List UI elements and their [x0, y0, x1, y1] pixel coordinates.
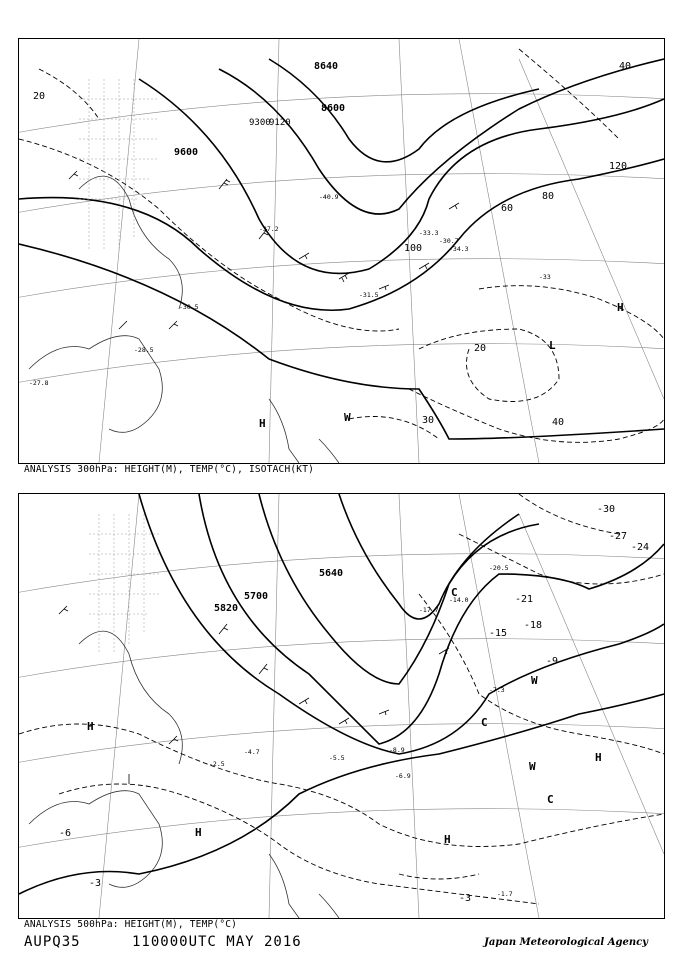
high-center-marker: H [87, 720, 94, 733]
temperature-label: -33 [539, 273, 551, 281]
isotherm-label: -9 [546, 656, 559, 667]
map-500hpa [18, 493, 665, 919]
temperature-label: -20.5 [489, 564, 509, 572]
temperature-labels-500 [209, 564, 513, 898]
isotach-label: 30 [422, 415, 435, 426]
isotach-label: 20 [474, 343, 487, 354]
wind-barbs [59, 606, 449, 784]
high-center-marker: H [259, 417, 266, 430]
isotherm-label: -15 [489, 628, 508, 639]
isotach-label: 40 [552, 417, 565, 428]
temperature-label: -33.3 [419, 229, 439, 237]
temperature-label: -5.5 [329, 754, 345, 762]
isotach-label: 120 [609, 161, 628, 172]
cold-center-marker: C [547, 793, 554, 806]
isotherm-label: -3 [459, 893, 472, 904]
temperature-label: -2.5 [209, 760, 225, 768]
height-labels-300 [174, 61, 345, 158]
isotherm-label: -27 [609, 531, 628, 542]
isotach-labels-300 [33, 61, 631, 428]
coastlines [29, 176, 339, 463]
height-contours [19, 59, 664, 439]
temperature-label: -34.3 [449, 245, 469, 253]
high-center-marker: H [595, 751, 602, 764]
map-300hpa-canvas [19, 39, 664, 463]
height-label: 5820 [214, 603, 239, 614]
isotherm-label: -24 [631, 542, 650, 553]
agency-name: Japan Meteorological Agency [484, 937, 648, 948]
height-label: 9600 [174, 147, 199, 158]
caption-300hpa: ANALYSIS 300hPa: HEIGHT(M), TEMP(°C), ISOTACH(KT) [24, 464, 315, 475]
high-center-marker: H [195, 826, 202, 839]
high-center-marker: H [617, 301, 624, 314]
isotach-label: 20 [33, 91, 46, 102]
wind-barbs [69, 171, 459, 329]
isotach-label: 40 [619, 61, 632, 72]
isotherm-label: -6 [59, 828, 72, 839]
temperature-label: -4.7 [244, 748, 260, 756]
height-contours [19, 494, 664, 894]
height-label: 8640 [314, 61, 339, 72]
warm-center-marker: W [531, 674, 538, 687]
cold-center-marker: C [451, 586, 458, 599]
isotach-label: 80 [542, 191, 555, 202]
temperature-label: -40.9 [319, 193, 339, 201]
temperature-label: -30.7 [439, 237, 459, 245]
height-label: 5700 [244, 591, 269, 602]
isotherm-label: -3 [89, 878, 102, 889]
jet-hatching [79, 79, 159, 249]
isotherms [19, 494, 664, 904]
temperature-label: -27.8 [29, 379, 49, 387]
isotherm-label: -21 [515, 594, 534, 605]
low-center-marker: L [549, 339, 556, 352]
chart-id: AUPQ35 [24, 934, 81, 950]
warm-center-marker: W [344, 411, 351, 424]
caption-500hpa: ANALYSIS 500hPa: HEIGHT(M), TEMP(°C) [24, 919, 238, 930]
height-label: 9300 [249, 118, 271, 128]
valid-time: 110000UTC MAY 2016 [132, 934, 302, 950]
temperature-label: -28.5 [134, 346, 154, 354]
isotherm-label: -30 [597, 504, 616, 515]
height-label: 8600 [321, 103, 346, 114]
temperature-label: -1.7 [497, 890, 513, 898]
temperature-labels-300 [29, 193, 551, 387]
temperature-label: -7.3 [489, 686, 505, 694]
temperature-label: -31.5 [359, 291, 379, 299]
cold-center-marker: C [481, 716, 488, 729]
temperature-label: -14.0 [449, 596, 469, 604]
warm-center-marker: W [529, 760, 536, 773]
temperature-label: -37.2 [259, 225, 279, 233]
height-label: 5640 [319, 568, 344, 579]
map-300hpa [18, 38, 665, 464]
temperature-label: -6.9 [395, 772, 411, 780]
height-label: 9120 [269, 118, 291, 128]
temperature-label: -30.5 [179, 303, 199, 311]
isotach-label: 60 [501, 203, 514, 214]
temperature-label: -8.9 [389, 746, 405, 754]
isotach-label: 100 [404, 243, 423, 254]
high-center-marker: H [444, 833, 451, 846]
height-labels-500 [214, 568, 343, 614]
temperature-label: -17.7 [419, 606, 439, 614]
pressure-centers-300 [259, 301, 624, 430]
isotherm-label: -18 [524, 620, 543, 631]
isotherm-labels-500 [59, 504, 649, 904]
map-500hpa-canvas [19, 494, 664, 918]
cold-hatching [89, 514, 159, 654]
